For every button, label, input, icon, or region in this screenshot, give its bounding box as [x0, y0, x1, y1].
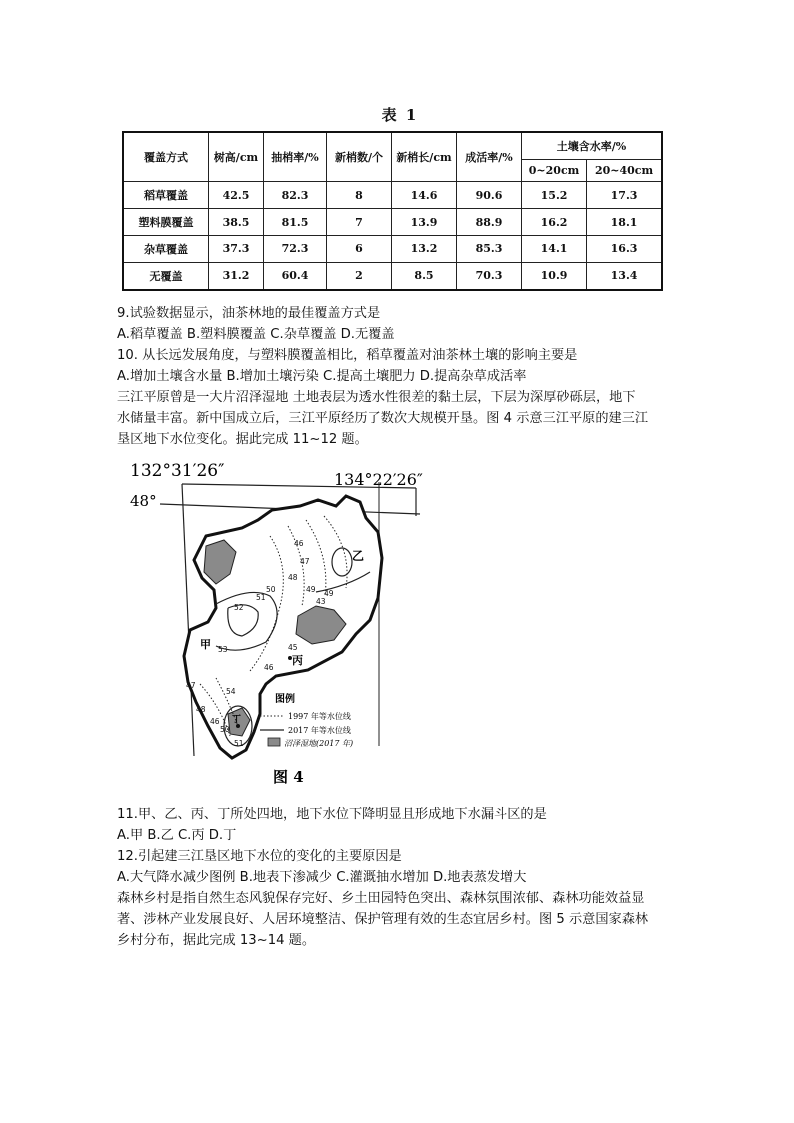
contour-label: 49 — [324, 589, 334, 598]
cell-moisture-20-40: 16.3 — [587, 235, 662, 262]
cell-moisture-0-20: 10.9 — [522, 262, 587, 290]
contour-label: 50 — [220, 725, 230, 734]
contour-label: 54 — [226, 687, 236, 696]
passage-2-line-3: 乡村分布，据此完成 13~14 题。 — [117, 933, 316, 948]
legend-2017: 2017 年等水位线 — [288, 726, 351, 735]
cell-length: 13.9 — [392, 209, 457, 236]
header-depth-20-40: 20~40cm — [587, 160, 662, 182]
table-row — [123, 182, 662, 209]
header-shoots: 新梢数/个 — [327, 132, 392, 182]
question-10-options: A.增加土壤含水量 B.增加土壤污染 C.提高土壤肥力 D.提高杂草成活率 — [117, 369, 527, 384]
contour-label: 49 — [306, 585, 316, 594]
cell-method: 无覆盖 — [123, 262, 209, 290]
cell-height: 42.5 — [209, 182, 264, 209]
cell-moisture-0-20: 14.1 — [522, 235, 587, 262]
cell-moisture-20-40: 13.4 — [587, 262, 662, 290]
data-table — [122, 131, 663, 291]
header-depth-0-20: 0~20cm — [522, 160, 587, 182]
cell-height: 38.5 — [209, 209, 264, 236]
header-moisture: 土壤含水率/% — [522, 132, 663, 160]
header-length: 新梢长/cm — [392, 132, 457, 182]
passage-1-line-2: 水储量丰富。新中国成立后，三江平原经历了数次大规模开垦。图 4 示意三江平原的建三江 — [117, 411, 649, 426]
question-11: 11.甲、乙、丙、丁所处四地，地下水位下降明显且形成地下水漏斗区的是 — [117, 807, 547, 822]
contour-label: 51 — [256, 593, 266, 602]
table-row — [123, 235, 662, 262]
longitude-left-label: 132°31′26″ — [130, 461, 225, 481]
contour-label: 48 — [196, 705, 206, 714]
contour-label: 47 — [186, 681, 196, 690]
figure-label: 图 4 — [273, 768, 304, 786]
cell-survival: 90.6 — [457, 182, 522, 209]
contour-label: 46 — [210, 717, 220, 726]
question-9: 9.试验数据显示，油茶林地的最佳覆盖方式是 — [117, 306, 381, 321]
place-ding: 丁 — [232, 715, 242, 725]
cell-survival: 85.3 — [457, 235, 522, 262]
map-legend — [260, 692, 353, 748]
passage-1-line-3: 垦区地下水位变化。据此完成 11~12 题。 — [117, 432, 368, 447]
cell-survival: 88.9 — [457, 209, 522, 236]
contour-label: 51 — [234, 739, 244, 748]
legend-marsh: 沼泽湿地(2017 年) — [284, 739, 354, 748]
place-bing: 丙 — [292, 654, 303, 667]
question-9-options: A.稻草覆盖 B.塑料膜覆盖 C.杂草覆盖 D.无覆盖 — [117, 327, 395, 342]
table-row — [123, 262, 662, 290]
contour-label: 50 — [266, 585, 276, 594]
table-header-row — [123, 132, 662, 160]
contour-label: 46 — [264, 663, 274, 672]
contour-label: 45 — [288, 643, 298, 652]
question-11-options: A.甲 B.乙 C.丙 D.丁 — [117, 828, 237, 843]
cell-moisture-20-40: 17.3 — [587, 182, 662, 209]
map-frame-left — [182, 484, 194, 756]
passage-2-line-2: 著、涉林产业发展良好、人居环境整洁、保护管理有效的生态宜居乡村。图 5 示意国家森林 — [117, 912, 649, 927]
groundwater-map — [120, 456, 448, 796]
passage-1-line-1: 三江平原曾是一大片沼泽湿地 土地表层为透水性很差的黏土层，下层为深厚砂砾层，地下 — [117, 390, 636, 405]
cell-height: 37.3 — [209, 235, 264, 262]
passage-2-line-1: 森林乡村是指自然生态风貌保存完好、乡土田园特色突出、森林氛围浓郁、森林功能效益显 — [117, 891, 645, 906]
contour-label: 46 — [294, 539, 304, 548]
contour-label: 53 — [218, 645, 228, 654]
header-height: 树高/cm — [209, 132, 264, 182]
cell-survival: 70.3 — [457, 262, 522, 290]
cell-method: 杂草覆盖 — [123, 235, 209, 262]
question-10: 10. 从长远发展角度，与塑料膜覆盖相比，稻草覆盖对油茶林土壤的影响主要是 — [117, 348, 578, 363]
header-method: 覆盖方式 — [123, 132, 209, 182]
header-survival: 成活率/% — [457, 132, 522, 182]
legend-marsh-swatch — [268, 738, 280, 746]
cell-rate: 72.3 — [264, 235, 327, 262]
cell-method: 塑料膜覆盖 — [123, 209, 209, 236]
question-12: 12.引起建三江垦区地下水位的变化的主要原因是 — [117, 849, 402, 864]
longitude-right-label: 134°22′26″ — [334, 470, 423, 489]
cell-rate: 82.3 — [264, 182, 327, 209]
cell-length: 13.2 — [392, 235, 457, 262]
cell-method: 稻草覆盖 — [123, 182, 209, 209]
place-jia: 甲 — [200, 638, 211, 651]
cell-height: 31.2 — [209, 262, 264, 290]
cell-moisture-0-20: 15.2 — [522, 182, 587, 209]
contour-label: 52 — [234, 603, 244, 612]
legend-1997: 1997 年等水位线 — [288, 712, 351, 721]
cell-length: 14.6 — [392, 182, 457, 209]
cell-shoots: 7 — [327, 209, 392, 236]
question-12-options: A.大气降水减少图例 B.地表下渗减少 C.灌溉抽水增加 D.地表蒸发增大 — [117, 870, 527, 885]
contour-label: 47 — [300, 557, 310, 566]
legend-title: 图例 — [275, 694, 295, 705]
header-rate: 抽梢率/% — [264, 132, 327, 182]
cell-length: 8.5 — [392, 262, 457, 290]
contour-label: 48 — [288, 573, 298, 582]
contour-label: 43 — [316, 597, 326, 606]
cell-moisture-20-40: 18.1 — [587, 209, 662, 236]
place-yi: 乙 — [352, 549, 365, 563]
cell-shoots: 8 — [327, 182, 392, 209]
cell-shoots: 6 — [327, 235, 392, 262]
cell-rate: 60.4 — [264, 262, 327, 290]
cell-shoots: 2 — [327, 262, 392, 290]
table-caption: 表 1 — [381, 106, 419, 124]
cell-rate: 81.5 — [264, 209, 327, 236]
table-row — [123, 209, 662, 236]
cell-moisture-0-20: 16.2 — [522, 209, 587, 236]
latitude-label: 48° — [130, 492, 157, 510]
